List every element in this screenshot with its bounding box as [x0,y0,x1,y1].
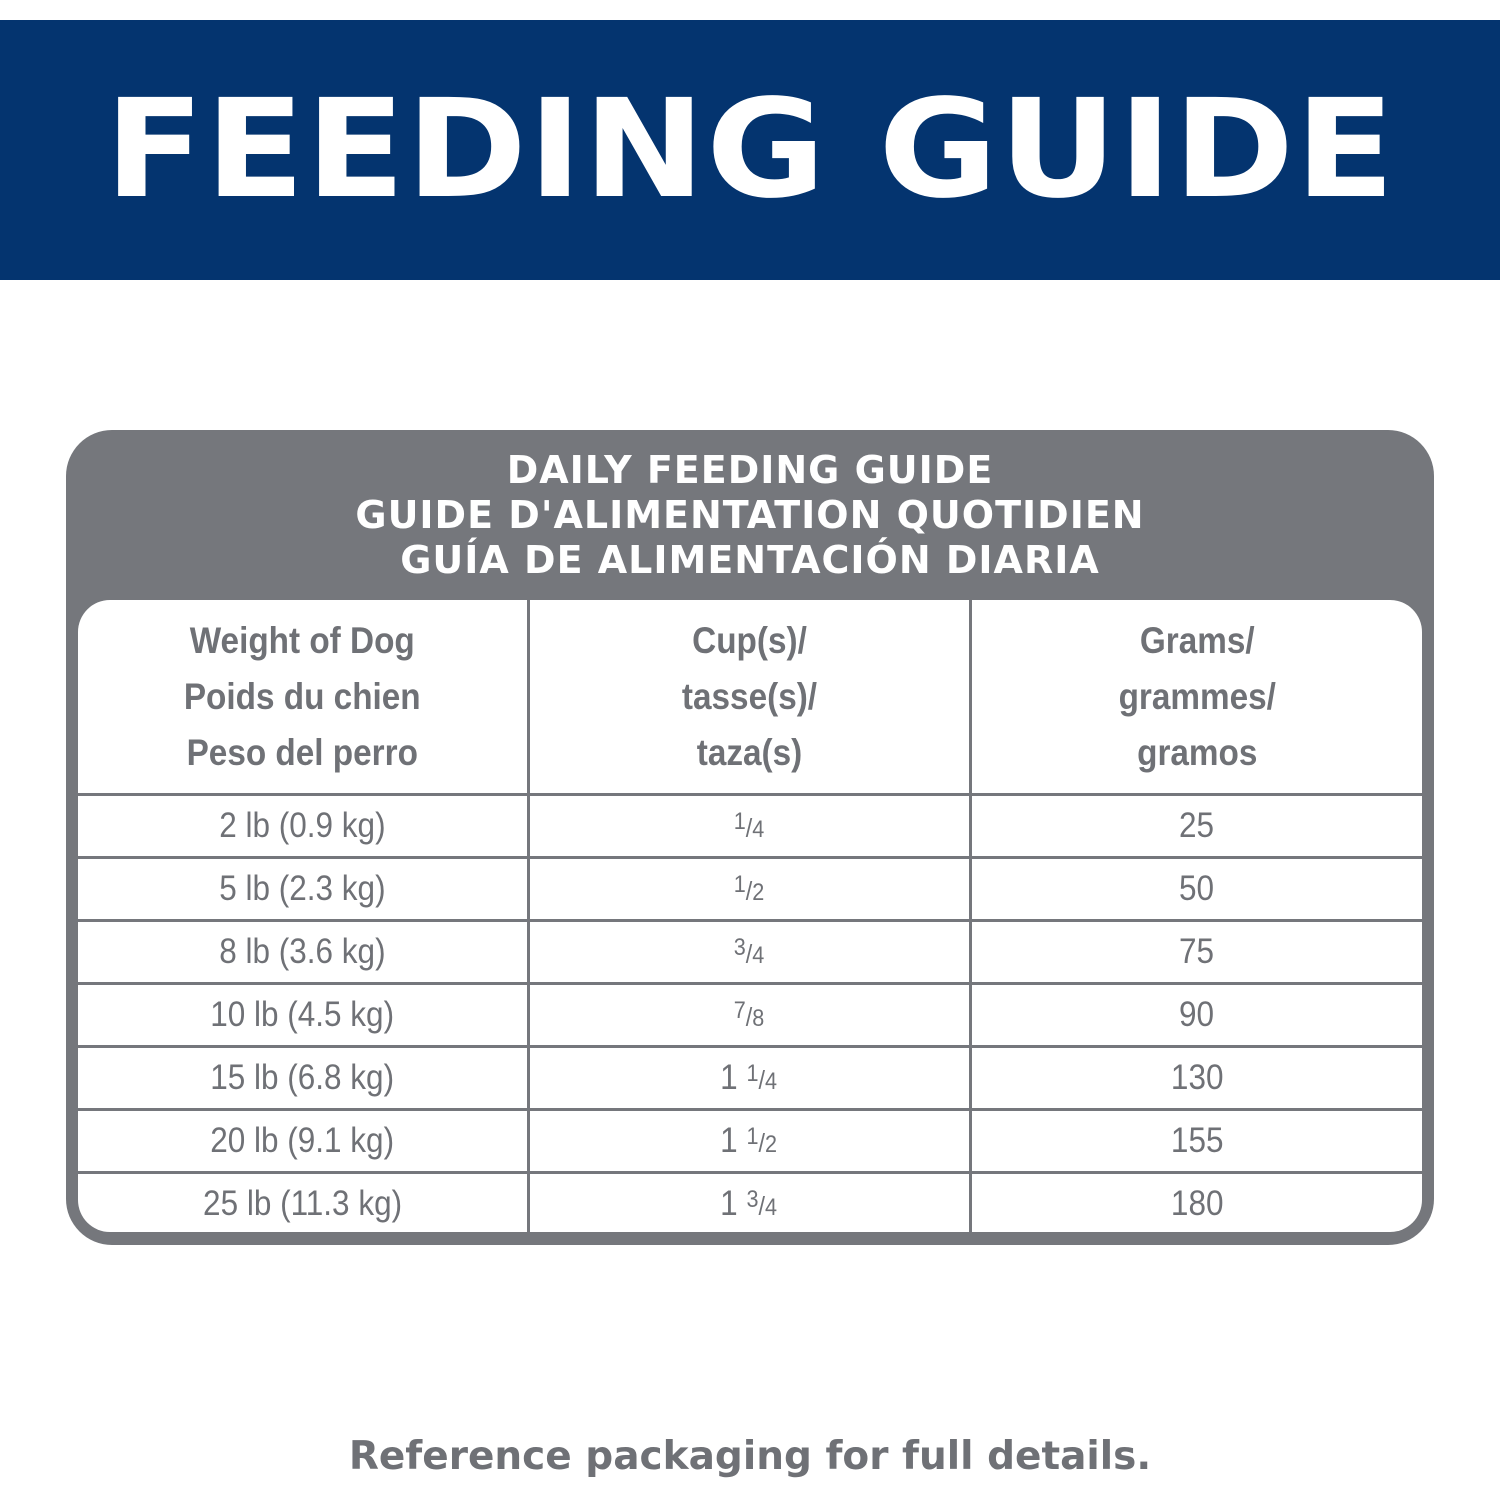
heading-line-spanish: GUÍA DE ALIMENTACIÓN DIARIA [400,538,1100,582]
table-row [78,1173,1422,1233]
weight-value: 2 lb (0.9 kg) [219,806,386,845]
fraction-numerator: 1 [733,808,746,835]
weight-cell [78,1047,528,1110]
cups-fraction: $^7$/8 [733,997,765,1032]
weight-cell [78,984,528,1047]
cups-cell [528,921,970,984]
grams-value: 25 [1179,806,1215,845]
cups-whole: 1 [720,1184,739,1223]
column-header-line: Grams/ [1139,619,1255,661]
fraction-denominator: 4 [752,942,765,969]
fraction-denominator: 2 [752,879,765,906]
cups-value [721,1121,778,1161]
heading-line-english: DAILY FEEDING GUIDE [506,448,994,492]
daily-feeding-guide-card [66,430,1434,1245]
column-header-grams [970,600,1422,795]
weight-value: 25 lb (11.3 kg) [202,1184,402,1223]
feeding-table [78,600,1422,1232]
weight-cell [78,858,528,921]
weight-cell [78,1110,528,1173]
grams-value: 155 [1170,1121,1224,1160]
fraction-numerator: 1 [733,871,746,898]
grams-cell [970,1047,1422,1110]
fraction-numerator: 3 [746,1186,759,1213]
weight-value: 15 lb (6.8 kg) [210,1058,395,1097]
column-header-line: taza(s) [696,731,802,773]
column-header-line: Poids du chien [183,675,421,717]
feeding-table-container [78,600,1422,1232]
cups-value [734,932,765,972]
table-row [78,1110,1422,1173]
cups-value [734,869,765,909]
cups-fraction: $^3$/4 [746,1186,778,1221]
fraction-denominator: 4 [765,1068,778,1095]
table-row [78,795,1422,858]
cups-value [734,995,765,1035]
grams-value: 50 [1179,869,1215,908]
weight-value: 8 lb (3.6 kg) [219,932,386,971]
grams-cell [970,1110,1422,1173]
column-header-line: gramos [1136,731,1257,773]
heading-line-french: GUIDE D'ALIMENTATION QUOTIDIEN [355,493,1145,537]
cups-cell [528,1173,970,1233]
cups-cell [528,984,970,1047]
cups-cell [528,1047,970,1110]
table-row [78,984,1422,1047]
weight-cell [78,795,528,858]
cups-cell [528,795,970,858]
weight-value: 5 lb (2.3 kg) [219,869,386,908]
grams-value: 180 [1170,1184,1224,1223]
column-header-line: Weight of Dog [189,619,415,661]
column-header-cups [528,600,970,795]
column-header-line: tasse(s)/ [681,675,817,717]
feeding-guide-banner [0,20,1500,280]
fraction-denominator: 2 [765,1131,778,1158]
cups-fraction: $^1$/2 [746,1123,778,1158]
cups-fraction: $^1$/4 [746,1060,778,1095]
cups-value [734,806,765,846]
cups-value [721,1058,778,1098]
cups-whole: 1 [720,1121,739,1160]
table-row [78,858,1422,921]
fraction-numerator: 1 [746,1123,759,1150]
weight-value: 10 lb (4.5 kg) [210,995,395,1034]
card-heading [66,448,1434,583]
reference-packaging-note: Reference packaging for full details. [348,1434,1152,1479]
cups-cell [528,1110,970,1173]
grams-cell [970,984,1422,1047]
grams-value: 130 [1170,1058,1224,1097]
cups-fraction: $^3$/4 [733,934,765,969]
cups-fraction: $^1$/2 [733,871,765,906]
cups-cell [528,858,970,921]
cups-fraction: $^1$/4 [733,808,765,843]
table-header-row [78,600,1422,795]
table-row [78,921,1422,984]
column-header-line: Cup(s)/ [691,619,807,661]
grams-cell [970,1173,1422,1233]
grams-cell [970,795,1422,858]
fraction-denominator: 4 [765,1194,778,1221]
table-row [78,1047,1422,1110]
grams-value: 90 [1179,995,1215,1034]
cups-value [721,1184,778,1224]
fraction-numerator: 7 [733,997,746,1024]
weight-cell [78,921,528,984]
fraction-numerator: 1 [746,1060,759,1087]
weight-value: 20 lb (9.1 kg) [210,1121,395,1160]
banner-title: FEEDING GUIDE [104,71,1396,229]
fraction-denominator: 4 [752,816,765,843]
column-header-line: grammes/ [1118,675,1276,717]
fraction-numerator: 3 [733,934,746,961]
grams-value: 75 [1179,932,1215,971]
fraction-denominator: 8 [752,1005,765,1032]
column-header-line: Peso del perro [186,731,418,773]
grams-cell [970,921,1422,984]
grams-cell [970,858,1422,921]
column-header-weight [78,600,528,795]
weight-cell [78,1173,528,1233]
cups-whole: 1 [720,1058,739,1097]
